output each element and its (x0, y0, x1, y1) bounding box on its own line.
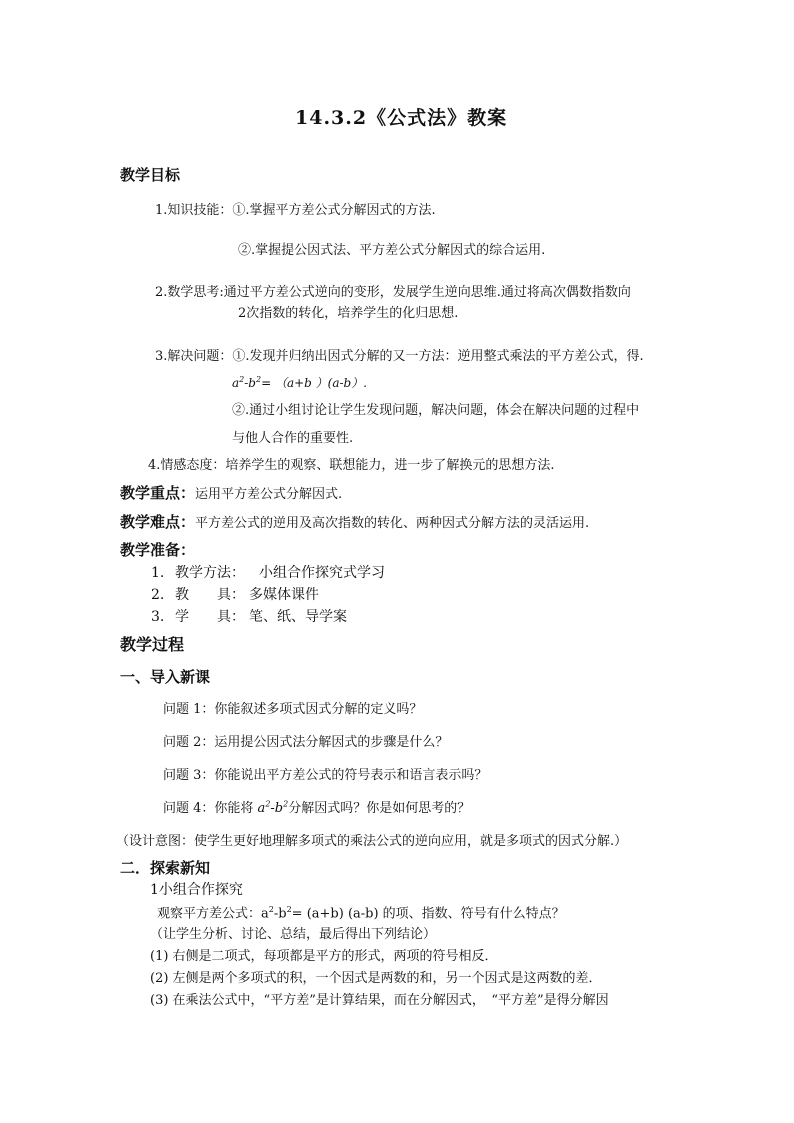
q4-a: a (257, 801, 266, 816)
goal-thinking-text1: 通过平方差公式逆向的变形，发展学生逆向思维.通过将高次偶数指数向 (223, 285, 631, 300)
q4-b: -b (270, 801, 284, 816)
intro-question-3: 问题 3：你能说出平方差公式的符号表示和语言表示吗？ (163, 768, 488, 783)
difficulty-label: 教学难点： (120, 513, 196, 531)
q4-pre: 问题 4：你能将 (163, 801, 258, 816)
preparation-item (151, 565, 385, 582)
prep-num: 1. (151, 565, 165, 581)
goal-thinking-line1 (155, 285, 631, 301)
q4-exp1: 2 (265, 799, 271, 809)
goal-problem-formula (232, 376, 367, 390)
prep-value: 笔、纸、导学案 (249, 609, 347, 625)
explore-observe (157, 905, 565, 922)
explore-note: （让学生分析、讨论、总结，最后得出下列结论） (150, 927, 437, 942)
prep-label: 教学方法： (175, 565, 245, 581)
goal-thinking-line2: 2次指数的转化，培养学生的化归思想. (238, 306, 459, 321)
prep-num: 3. (151, 609, 165, 625)
preparation-item (151, 609, 347, 626)
conclusion-2: (2) 左侧是两个多项式的积，一个因式是两数的和，另一个因式是这两数的差． (150, 971, 602, 986)
observe-pre: 观察平方差公式：a (157, 906, 269, 922)
explore-sub: 1小组合作探究 (150, 882, 243, 898)
goal-thinking-label: 2.数学思考: (155, 285, 224, 300)
conclusion-1: (1) 右侧是二项式，每项都是平方的形式，两项的符号相反． (150, 949, 498, 964)
goal-attitude: 4.情感态度：培养学生的观察、联想能力，进一步了解换元的思想方法. (148, 458, 555, 473)
key-point-label: 教学重点： (120, 484, 196, 502)
q4-formula (258, 801, 289, 816)
observe-mid: -b (273, 906, 287, 922)
goal-problem-line3: 与他人合作的重要性. (232, 431, 354, 446)
key-point (120, 484, 342, 503)
goal-knowledge-item1: ①.掌握平方差公式分解因式的方法. (232, 203, 436, 218)
goals-heading: 教学目标 (120, 166, 181, 184)
intro-question-2: 问题 2：运用提公因式法分解因式的步骤是什么？ (163, 735, 449, 750)
page-title: 14.3.2《公式法》教案 (295, 107, 508, 129)
goal-problem-line2: ②.通过小组讨论让学生发现问题，解决问题，体会在解决问题的过程中 (232, 403, 640, 418)
formula-a: a (232, 376, 240, 390)
formula-exp1: 2 (239, 375, 245, 384)
formula-rest: = （a+b ）(a-b）. (261, 376, 368, 390)
intro-question-1: 问题 1：你能叙述多项式因式分解的定义吗？ (163, 702, 423, 717)
process-heading: 教学过程 (120, 635, 185, 654)
goal-knowledge-line1 (155, 203, 436, 219)
prep-label: 学 具： (175, 609, 245, 625)
explore-heading: 二．探索新知 (120, 859, 211, 877)
design-intent: （设计意图：使学生更好地理解多项式的乘法公式的逆向应用，就是多项式的因式分解.） (116, 834, 628, 849)
goal-problem-label: 3.解决问题： (155, 349, 233, 364)
preparation-item (151, 587, 319, 604)
observe-post: = (a+b) (a-b) 的项、指数、符号有什么特点？ (291, 906, 565, 922)
intro-heading: 一、导入新课 (120, 668, 211, 686)
formula-exp2: 2 (256, 375, 262, 384)
difficulty-text: 平方差公式的逆用及高次指数的转化、两种因式分解方法的灵活运用. (195, 516, 590, 531)
goal-problem-text1: ①.发现并归纳出因式分解的又一方法：逆用整式乘法的平方差公式，得. (232, 349, 644, 364)
goal-knowledge-label: 1.知识技能： (155, 203, 233, 218)
intro-question-4 (163, 801, 470, 817)
preparation-heading: 教学准备： (120, 541, 196, 559)
formula-b: -b (244, 376, 256, 390)
conclusion-3: (3) 在乘法公式中，“平方差”是计算结果，而在分解因式， “平方差”是得分解因 (150, 993, 609, 1008)
observe-exp1: 2 (268, 905, 274, 914)
goal-knowledge-item2: ②.掌握提公因式法、平方差公式分解因式的综合运用. (238, 243, 546, 258)
prep-value: 小组合作探究式学习 (259, 565, 385, 581)
prep-value: 多媒体课件 (249, 587, 319, 603)
prep-label: 教 具： (175, 587, 245, 603)
prep-num: 2. (151, 587, 165, 603)
q4-exp2: 2 (283, 799, 289, 809)
observe-exp2: 2 (286, 905, 292, 914)
goal-problem-line1 (155, 349, 644, 365)
difficulty (120, 513, 589, 532)
q4-post: 分解因式吗？你是如何思考的？ (288, 801, 471, 816)
key-point-text: 运用平方差公式分解因式. (195, 487, 343, 502)
